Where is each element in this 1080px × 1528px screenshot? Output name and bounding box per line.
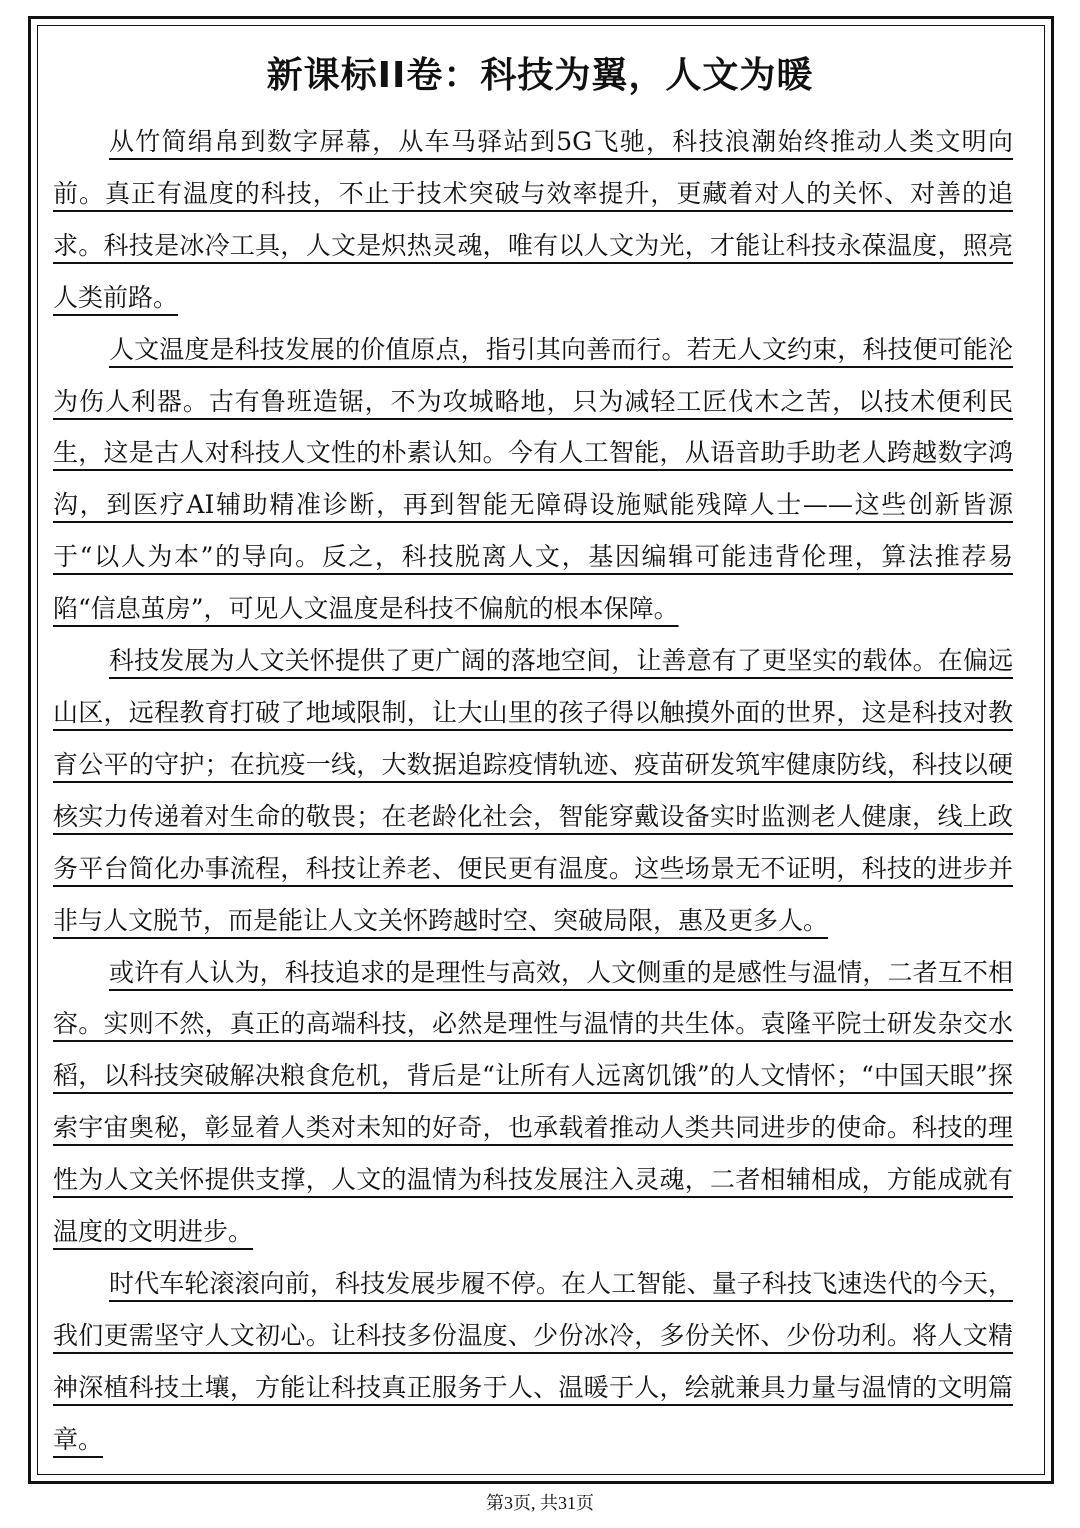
paragraph xyxy=(53,635,1013,946)
paragraph xyxy=(53,947,1013,1258)
paragraph xyxy=(53,324,1013,635)
page-number: 第3页, 共31页 xyxy=(486,1493,594,1513)
paragraph-text: 人文温度是科技发展的价值原点，指引其向善而行。若无人文约束，科技便可能沦为伤人利器。古有鲁班造锯，不为攻城略地，只为减轻工匠伐木之苦，以技术便利民生，这是古人对科技人文性的朴素认知。今有人工智能，从语音助手助老人跨越数字鸿沟，到医疗AI辅助精准诊断，再到智能无障碍设施赋能残障人士——这些创新皆源于“以人为本”的导向。反之，科技脱离人文，基因编辑可能违背伦理，算法推荐易陷“信息茧房”，可见人文温度是科技不偏航的根本保障。 xyxy=(53,334,1013,624)
essay-title: 新课标II卷：科技为翼，人文为暖 xyxy=(266,55,814,96)
paragraph xyxy=(53,116,1013,324)
paragraph-text: 科技发展为人文关怀提供了更广阔的落地空间，让善意有了更坚实的载体。在偏远山区，远程教育打破了地域限制，让大山里的孩子得以触摸外面的世界，这是科技对教育公平的守护；在抗疫一线，大数据追踪疫情轨迹、疫苗研发筑牢健康防线，科技以硬核实力传递着对生命的敬畏；在老龄化社会，智能穿戴设备实时监测老人健康，线上政务平台简化办事流程，科技让养老、便民更有温度。这些场景无不证明，科技的进步并非与人文脱节，而是能让人文关怀跨越时空、突破局限，惠及更多人。 xyxy=(53,646,1013,935)
paragraph-text: 从竹简绢帛到数字屏幕，从车马驿站到5G飞驰，科技浪潮始终推动人类文明向前。真正有温度的科技，不止于技术突破与效率提升，更藏着对人的关怀、对善的追求。科技是冰冷工具，人文是炽热灵魂，唯有以人文为光，才能让科技永葆温度，照亮人类前路。 xyxy=(53,127,1013,312)
paragraph-text: 或许有人认为，科技追求的是理性与高效，人文侧重的是感性与温情，二者互不相容。实则不然，真正的高端科技，必然是理性与温情的共生体。袁隆平院士研发杂交水稻，以科技突破解决粮食危机，背后是“让所有人远离饥饿”的人文情怀；“中国天眼”探索宇宙奥秘，彰显着人类对未知的好奇，也承载着推动人类共同进步的使命。科技的理性为人文关怀提供支撑，人文的温情为科技发展注入灵魂，二者相辅相成，方能成就有温度的文明进步。 xyxy=(53,957,1013,1247)
paragraph-text: 时代车轮滚滚向前，科技发展步履不停。在人工智能、量子科技飞速迭代的今天，我们更需坚守人文初心。让科技多份温度、少份冰冷，多份关怀、少份功利。将人文精神深植科技土壤，方能让科技真正服务于人、温暖于人，绘就兼具力量与温情的文明篇章。 xyxy=(53,1268,1013,1454)
paragraph xyxy=(53,1258,1013,1466)
essay-body xyxy=(53,116,1013,1466)
